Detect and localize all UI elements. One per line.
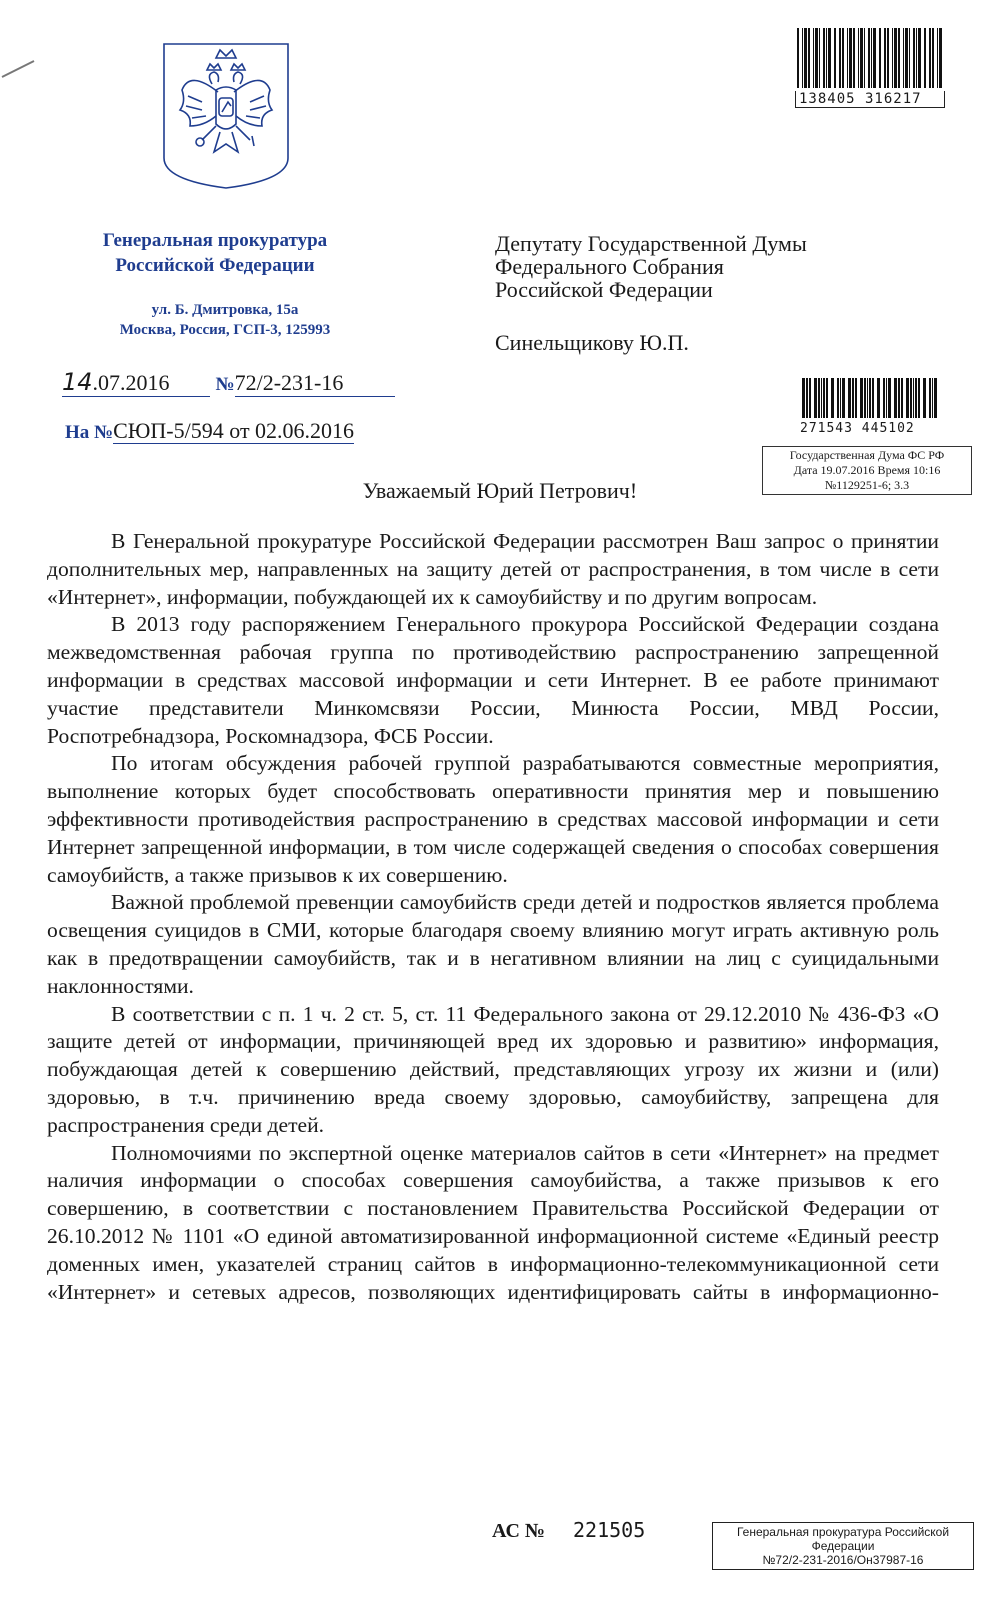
- barcode-bar: [932, 28, 934, 88]
- greeting: Уважаемый Юрий Петрович!: [362, 478, 638, 503]
- address-line1: ул. Б. Дмитровка, 15а: [151, 302, 299, 318]
- barcode-bar: [903, 28, 904, 88]
- barcode-bar: [858, 28, 859, 88]
- barcode-bar: [834, 28, 836, 88]
- barcode-bar: [860, 378, 863, 418]
- org-line1: Генеральная прокуратура: [102, 230, 328, 251]
- barcode-bar: [877, 378, 880, 418]
- barcode-bar: [869, 378, 871, 418]
- barcode-number: 271543 445102: [800, 421, 915, 436]
- stamp-line3: №1129251-6; 3.3: [824, 478, 910, 492]
- barcode-bar: [923, 378, 926, 418]
- barcode-bar: [806, 378, 808, 418]
- barcode-bar: [905, 28, 908, 88]
- outgoing-date-number: [62, 368, 402, 397]
- sender-org: [60, 228, 370, 278]
- barcode-bars: [795, 28, 945, 88]
- barcode-bar: [884, 28, 886, 88]
- stamp-line1: Государственная Дума ФС РФ: [789, 448, 945, 462]
- barcode-bar: [937, 28, 938, 88]
- org-line2: Российской Федерации: [115, 255, 315, 276]
- registration-box: [712, 1522, 974, 1570]
- barcode-duma: [800, 378, 944, 436]
- reg-line1: Генеральная прокуратура Российской: [736, 1525, 950, 1539]
- ac-label: АС №: [492, 1520, 545, 1542]
- addressee-line1: Депутату Государственной Думы: [495, 231, 807, 256]
- number-label: №: [215, 374, 235, 395]
- addressee-name: Синельщикову Ю.П.: [495, 330, 689, 355]
- barcode-top: [795, 28, 945, 108]
- barcode-bar: [918, 28, 921, 88]
- barcode-bar: [815, 28, 818, 88]
- barcode-bar: [913, 28, 915, 88]
- pen-mark: [0, 55, 40, 85]
- barcode-bar: [842, 28, 844, 88]
- barcode-bar: [828, 28, 831, 88]
- paragraph: По итогам обсуждения рабочей группой разрабатываются совместные мероприятия, выполнение которых будет способствовать оперативности принятия мер и повышению эффективности противодействия распространению в средствах массовой информации и сети Интернет запрещенной информации, в том числе содержащей сведения о способах совершения самоубийств, а также призывов к их совершению.: [47, 751, 939, 887]
- barcode-bar: [871, 28, 872, 88]
- barcode-bar: [839, 28, 841, 88]
- barcode-bar: [802, 378, 805, 418]
- barcode-bar: [814, 378, 817, 418]
- barcode-bar: [802, 28, 803, 88]
- barcode-bar: [939, 28, 942, 88]
- barcode-bar: [831, 378, 834, 418]
- barcode-number: 138405 316217: [795, 91, 945, 108]
- barcode-bar: [888, 378, 891, 418]
- addressee-line2: Федерального Собрания: [495, 254, 724, 279]
- barcode-bar: [809, 378, 811, 418]
- reference-value: СЮП-5/594 от 02.06.2016: [113, 418, 355, 443]
- barcode-bar: [819, 28, 820, 88]
- barcode-bar: [879, 28, 881, 88]
- barcode-bar: [898, 28, 900, 88]
- state-emblem-icon: [160, 40, 292, 190]
- barcode-bar: [906, 378, 909, 418]
- barcode-bar: [849, 28, 852, 88]
- date-rest: .07.2016: [92, 370, 170, 395]
- barcode-bar: [842, 378, 845, 418]
- paragraph: Важной проблемой превенции самоубийств среди детей и подростков является проблема освещения суицидов в СМИ, которые благодаря своему влиянию могут играть активную роль как в предотвращении самоубийств, так и в негативном влиянии на лиц с суицидальными наклонностями.: [47, 890, 939, 998]
- barcode-bar: [848, 378, 851, 418]
- barcode-bar: [797, 28, 799, 88]
- letter-body: [47, 528, 939, 1306]
- barcode-bar: [826, 378, 828, 418]
- barcode-bar: [924, 28, 926, 88]
- addressee-block: [495, 232, 915, 354]
- address-line2: Москва, Россия, ГСП-3, 125993: [119, 322, 331, 338]
- barcode-bar: [894, 28, 897, 88]
- reg-line2: Федерации: [811, 1539, 875, 1553]
- barcode-bar: [873, 28, 876, 88]
- barcode-bar: [864, 378, 866, 418]
- barcode-bar: [853, 28, 855, 88]
- barcode-bar: [916, 28, 917, 88]
- barcode-bar: [868, 28, 870, 88]
- barcode-bar: [847, 28, 848, 88]
- sender-address: [80, 300, 370, 340]
- barcode-bar: [855, 378, 857, 418]
- barcode-bar: [823, 28, 825, 88]
- paragraph: Полномочиями по экспертной оценке материалов сайтов в сети «Интернет» на предмет наличия информации о способах совершения самоубийства, а также призывов к его совершению, в соответствии с постановлением Правительства Российской Федерации от 26.10.2012 № 1101 «О единой автоматизированной информационной системе «Единый реестр доменных имен, указателей страниц сайтов в информационно-телекоммуникационной сети «Интернет» и сетевых адресов, позволяющих идентифицировать сайты в информационно-: [47, 1140, 939, 1304]
- barcode-bar: [918, 378, 920, 418]
- barcode-bar: [804, 28, 807, 88]
- reg-line3: №72/2-231-2016/Он37987-16: [762, 1553, 924, 1567]
- barcode-bar: [818, 378, 820, 418]
- date-day: 14: [62, 368, 93, 396]
- barcode-bar: [867, 378, 868, 418]
- barcode-bar: [872, 378, 874, 418]
- paragraph: В соответствии с п. 1 ч. 2 ст. 5, ст. 11 Федерального закона от 29.12.2010 № 436-ФЗ «О защите детей от информации, причиняющей вред их здоровью и развитию» информация, побуждающая детей к совершению действий, представляющих угрозу их жизни и (или) здоровью, в т.ч. причинению вреда своему здоровью, самоубийству, запрещена для распространения среди детей.: [47, 1001, 939, 1137]
- barcode-bar: [901, 378, 903, 418]
- addressee-line3: Российской Федерации: [495, 277, 713, 302]
- barcode-bar: [823, 378, 825, 418]
- barcode-bar: [864, 28, 865, 88]
- barcode-bar: [898, 378, 900, 418]
- paragraph: В Генеральной прокуратуре Российской Федерации рассмотрен Ваш запрос о принятии дополнительных мер, направленных на защиту детей от распространения, в том числе в сети «Интернет», информации, побуждающей их к самоубийству и по другим вопросам.: [47, 529, 939, 609]
- barcode-bar: [887, 28, 889, 88]
- barcode-bar: [883, 378, 885, 418]
- barcode-bar: [909, 28, 910, 88]
- barcode-bar: [840, 378, 841, 418]
- barcode-bar: [934, 378, 937, 418]
- barcode-bar: [894, 378, 897, 418]
- outgoing-date: [62, 368, 210, 397]
- barcode-bar: [826, 28, 827, 88]
- barcode-bar: [808, 28, 810, 88]
- paragraph: В 2013 году распоряжением Генерального прокурора Российской Федерации создана межведомственная рабочая группа по противодействию распространению запрещенной информации в средствах массовой информации и сети Интернет. В ее работе принимают участие представители Минкомсвязи России, Минюста России, МВД России, Роспотребнадзора, Роскомнадзора, ФСБ России.: [47, 612, 939, 748]
- reference-line: [65, 418, 405, 444]
- ac-number-block: [492, 1518, 692, 1543]
- barcode-bar: [915, 378, 917, 418]
- barcode-bar: [860, 28, 863, 88]
- outgoing-number: 72/2-231-16: [235, 370, 395, 397]
- barcode-bar: [813, 28, 814, 88]
- barcode-bar: [892, 28, 893, 88]
- barcode-bar: [852, 378, 854, 418]
- barcode-bar: [929, 378, 931, 418]
- reference-label: На №: [65, 422, 114, 443]
- barcode-bar: [837, 378, 839, 418]
- barcode-bar: [929, 28, 931, 88]
- ac-number: 221505: [573, 1518, 646, 1542]
- barcode-bar: [886, 378, 887, 418]
- barcode-bar: [913, 378, 914, 418]
- barcode-bar: [821, 378, 822, 418]
- barcode-bar: [910, 378, 912, 418]
- barcode-bar: [932, 378, 933, 418]
- stamp-line2: Дата 19.07.2016 Время 10:16: [793, 463, 941, 477]
- barcode-bars: [800, 378, 944, 418]
